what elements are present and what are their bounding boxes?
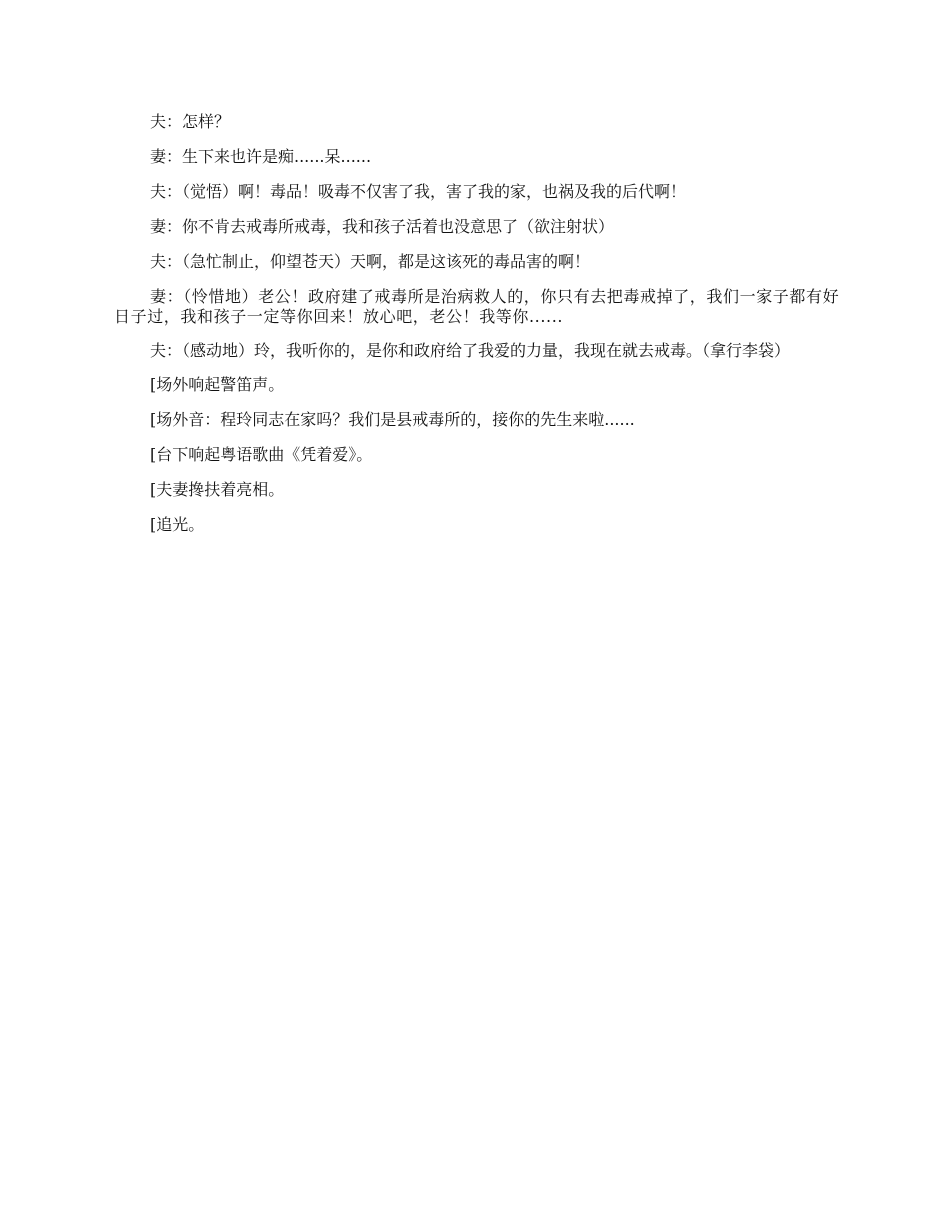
dialogue-line: 妻：（怜惜地）老公！政府建了戒毒所是治病救人的，你只有去把毒戒掉了，我们一家子都有好日子过，我和孩子一定等你回来！放心吧，老公！我等你...... [114, 287, 840, 326]
stage-direction: [追光。 [150, 515, 205, 534]
stage-direction: [场外音：程玲同志在家吗？我们是县戒毒所的，接你的先生来啦...... [150, 410, 635, 429]
dialogue-line: 夫：（感动地）玲，我听你的，是你和政府给了我爱的力量，我现在就去戒毒。（拿行李袋） [150, 341, 791, 360]
stage-direction: [台下响起粤语歌曲《凭着爱》。 [150, 445, 373, 464]
stage-direction: [夫妻搀扶着亮相。 [150, 480, 285, 499]
dialogue-line: 妻：生下来也许是痴......呆...... [150, 147, 372, 166]
document-page [114, 112, 844, 550]
dialogue-line: 夫：（急忙制止，仰望苍天）天啊，都是这该死的毒品害的啊！ [150, 252, 591, 271]
stage-direction: [场外响起警笛声。 [150, 375, 285, 394]
dialogue-line: 夫：怎样？ [150, 112, 231, 131]
dialogue-line: 夫：（觉悟）啊！毒品！吸毒不仅害了我，害了我的家，也祸及我的后代啊！ [150, 182, 687, 201]
dialogue-line: 妻：你不肯去戒毒所戒毒，我和孩子活着也没意思了（欲注射状） [150, 217, 615, 236]
